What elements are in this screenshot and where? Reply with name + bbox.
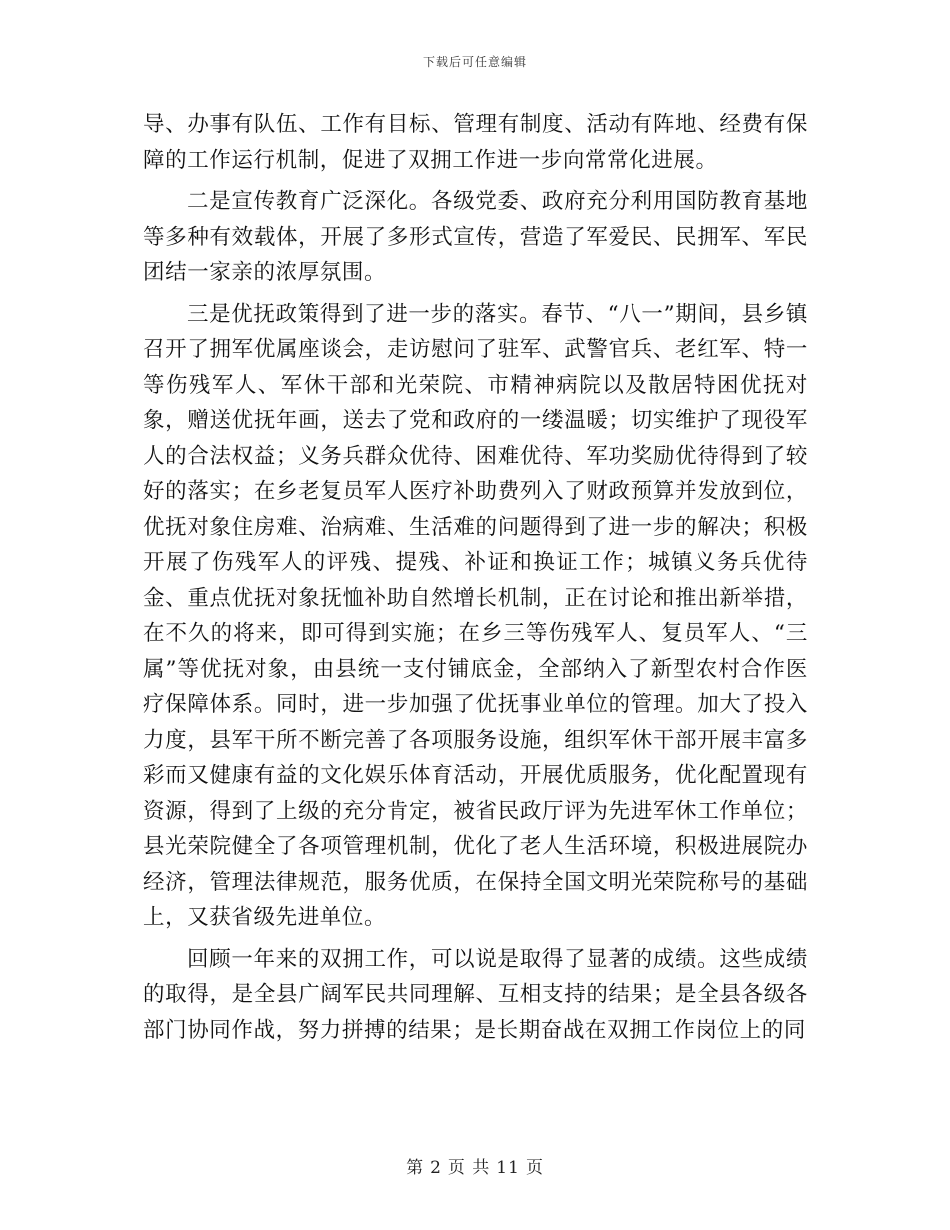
page-footer — [0, 1153, 950, 1178]
footer-prefix: 第 — [406, 1158, 425, 1178]
page-number: 2 — [430, 1158, 442, 1178]
paragraph-continuation: 导、办事有队伍、工作有目标、管理有制度、活动有阵地、经费有保障的工作运行机制，促进了双拥工作进一步向常常化进展。 — [143, 112, 808, 173]
total-pages: 11 — [496, 1158, 520, 1178]
paragraph-review: 回顾一年来的双拥工作，可以说是取得了显著的成绩。这些成绩的取得，是全县广阔军民共同理解、互相支持的结果；是全县各级各部门协同作战，努力拼搏的结果；是长期奋战在双拥工作岗位上的同 — [143, 946, 808, 1043]
paragraph-policy: 三是优抚政策得到了进一步的落实。春节、“八一”期间，县乡镇召开了拥军优属座谈会，走访慰问了驻军、武警官兵、老红军、特一等伤残军人、军休干部和光荣院、市精神病院以及散居特困优抚对象，赠送优抚年画，送去了党和政府的一缕温暖；切实维护了现役军人的合法权益；义务兵群众优待、困难优待、军功奖励优待得到了较好的落实；在乡老复员军人医疗补助费列入了财政预算并发放到位，优抚对象住房难、治病难、生活难的问题得到了进一步的解决；积极开展了伤残军人的评残、提残、补证和换证工作；城镇义务兵优待金、重点优抚对象抚恤补助自然增长机制，正在讨论和推出新举措，在不久的将来，即可得到实施；在乡三等伤残军人、复员军人、“三属”等优抚对象，由县统一支付铺底金，全部纳入了新型农村合作医疗保障体系。同时，进一步加强了优抚事业单位的管理。加大了投入力度，县军干所不断完善了各项服务设施，组织军休干部开展丰富多彩而又健康有益的文化娱乐体育活动，开展优质服务，优化配置现有资源，得到了上级的充分肯定，被省民政厅评为先进军休工作单位；县光荣院健全了各项管理机制，优化了老人生活环境，积极进展院办经济，管理法律规范，服务优质，在保持全国文明光荣院称号的基础上，又获省级先进单位。 — [143, 301, 808, 930]
footer-middle: 页 共 — [447, 1158, 491, 1178]
footer-suffix: 页 — [525, 1158, 544, 1178]
paragraph-publicity: 二是宣传教育广泛深化。各级党委、政府充分利用国防教育基地等多种有效载体，开展了多形式宣传，营造了军爱民、民拥军、军民团结一家亲的浓厚氛围。 — [143, 189, 808, 285]
page-header: 下载后可任意编辑 — [422, 55, 527, 69]
document-body — [143, 107, 808, 1048]
